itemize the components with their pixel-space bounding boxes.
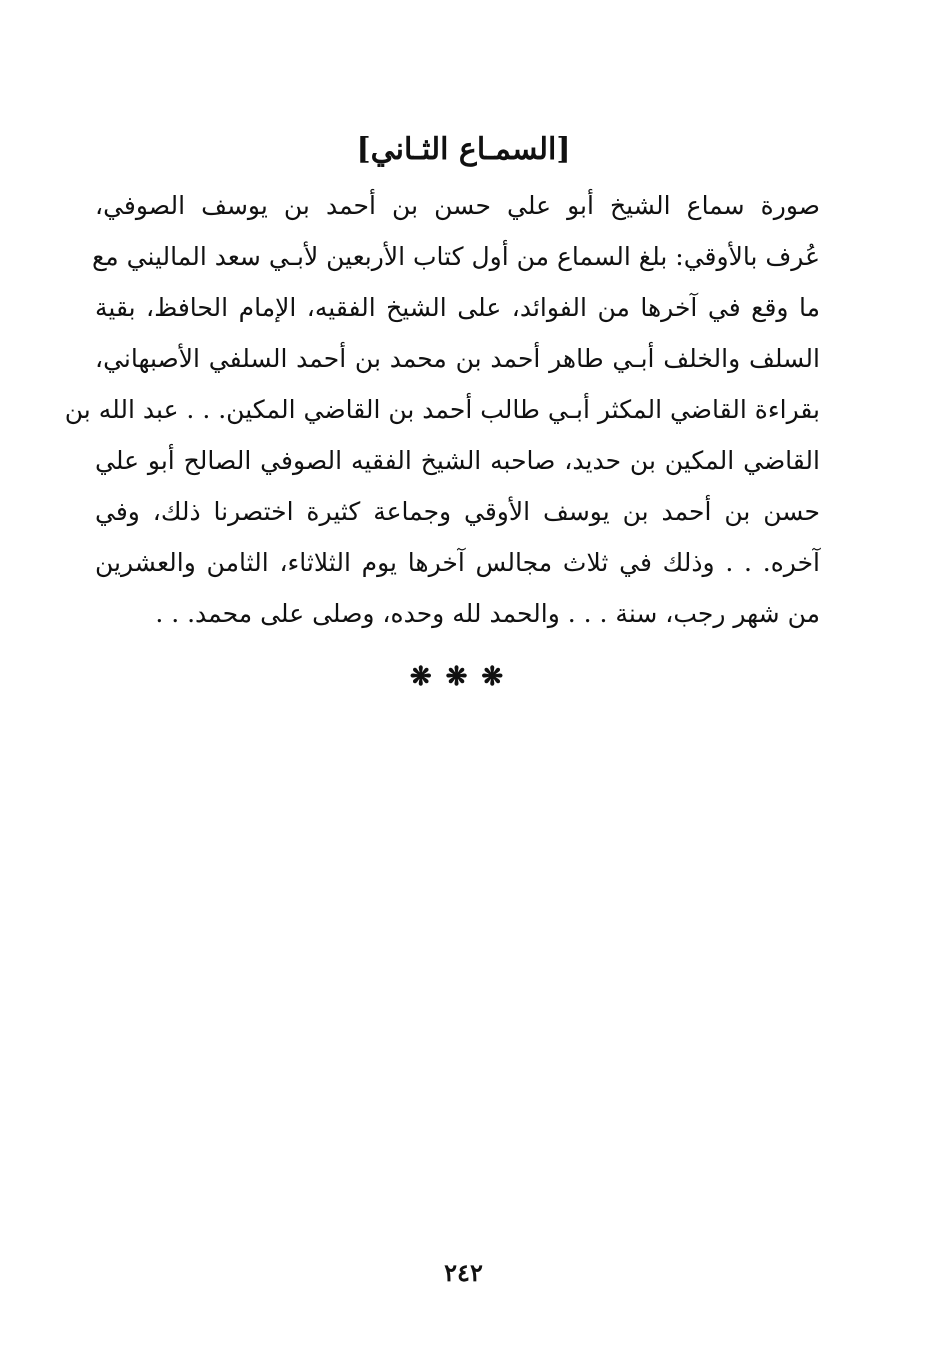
page-number: ٢٤٢ xyxy=(444,1258,483,1287)
paragraph-line: القاضي المكين بن حديد، صاحبه الشيخ الفقيه الصوفي الصالح أبو علي xyxy=(95,446,820,475)
asterism-separator: ❋❋❋ xyxy=(409,662,518,692)
paragraph-line: آخره. . . وذلك في ثلاث مجالس آخرها يوم الثلاثاء، الثامن والعشرين xyxy=(95,548,820,577)
section-heading: [السمـاع الثـاني] xyxy=(356,132,571,167)
paragraph-line: من شهر رجب، سنة . . . والحمد لله وحده، وصلى على محمد. . . xyxy=(155,599,820,628)
paragraph-line: حسن بن أحمد بن يوسف الأوقي وجماعة كثيرة اختصرنا ذلك، وفي xyxy=(95,497,820,526)
sama-paragraph xyxy=(64,180,820,639)
paragraph-line: السلف والخلف أبـي طاهر أحمد بن محمد بن أحمد السلفي الأصبهاني، xyxy=(95,344,820,373)
paragraph-line: ما وقع في آخرها من الفوائد، على الشيخ الفقيه، الإمام الحافظ، بقية xyxy=(95,293,820,322)
paragraph-line: بقراءة القاضي المكثر أبـي طالب أحمد بن القاضي المكين. . . عبد الله بن xyxy=(64,395,820,424)
paragraph-line: صورة سماع الشيخ أبو علي حسن بن أحمد بن يوسف الصوفي، xyxy=(95,191,820,220)
paragraph-line: عُرف بالأوقي: بلغ السماع من أول كتاب الأربعين لأبـي سعد الماليني مع xyxy=(91,242,820,271)
